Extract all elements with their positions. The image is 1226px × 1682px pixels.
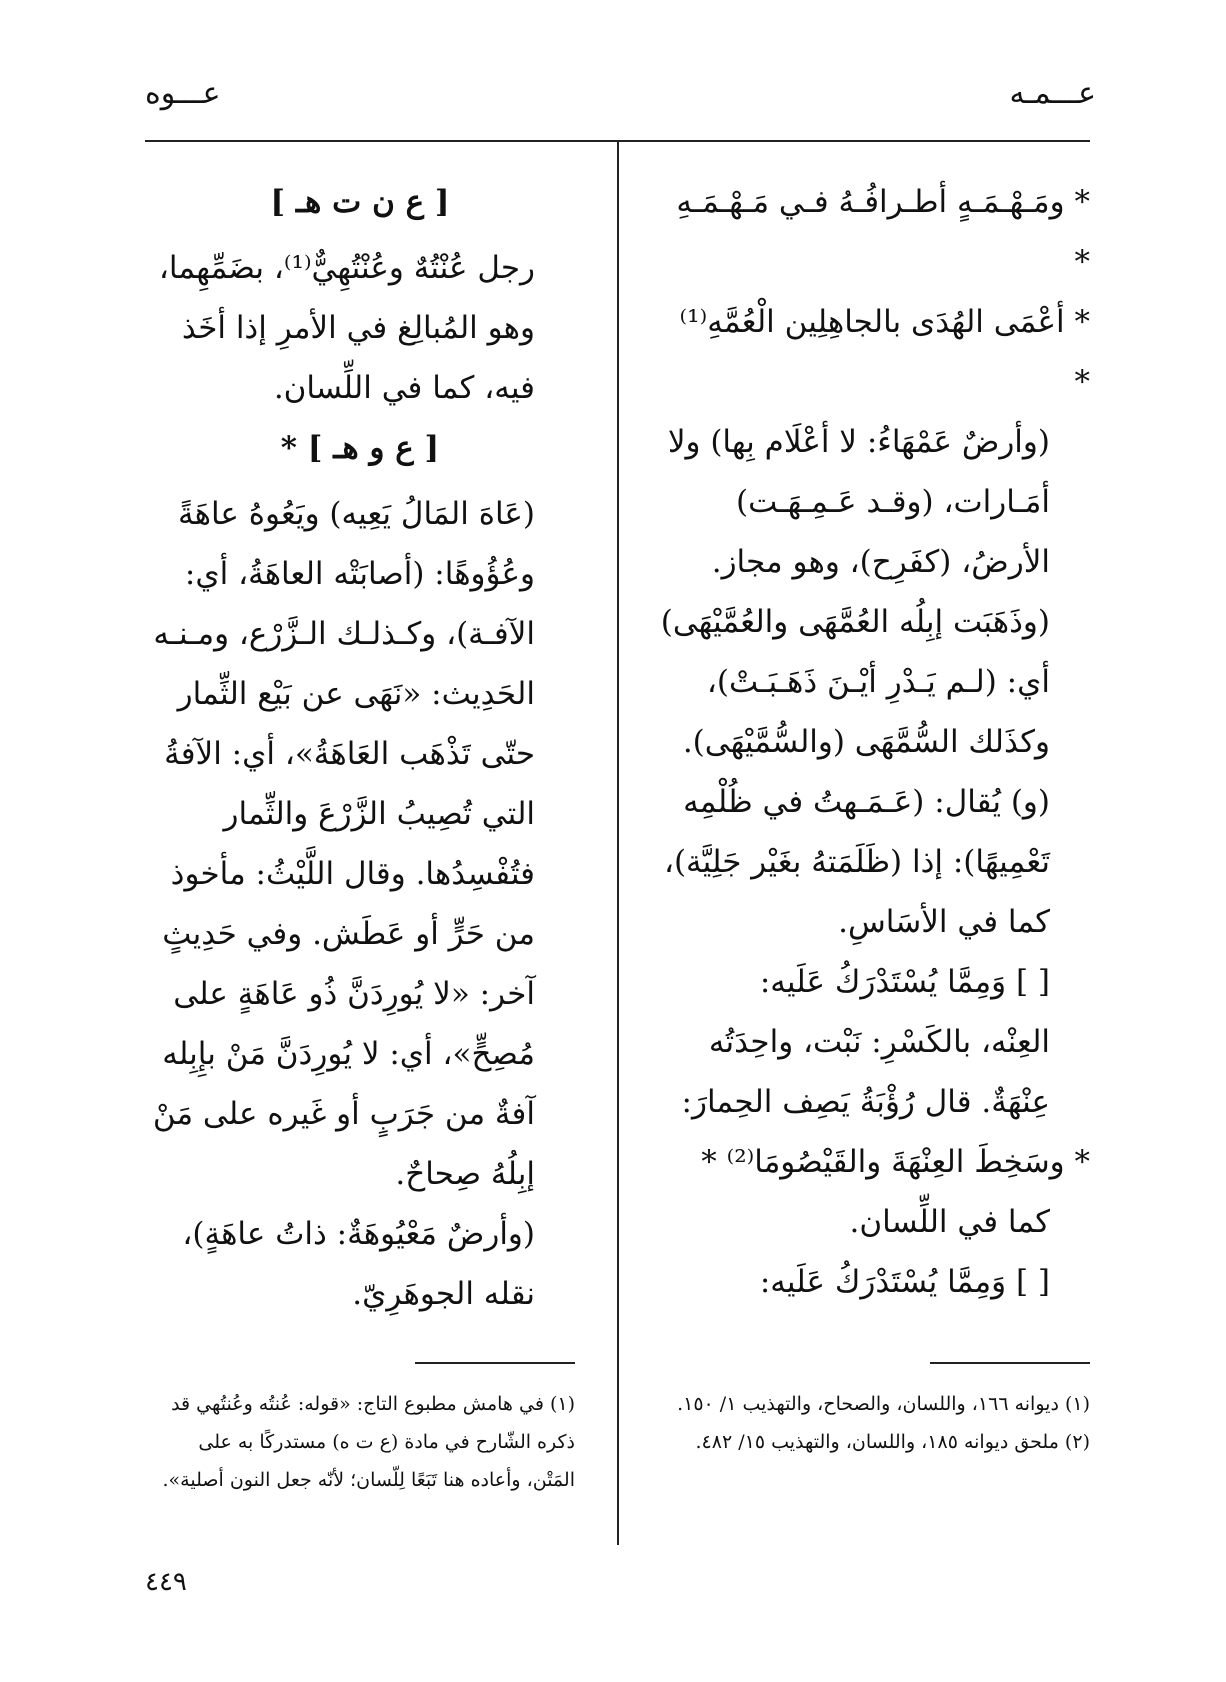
footnote: (١) ديوانه ١٦٦، واللسان، والصحاح، والتهذيب ١/ ١٥٠. xyxy=(677,1393,1090,1415)
footnote-rule-left xyxy=(415,1362,575,1364)
verse-line: * ومَـهْـمَـهٍ أطـرافُـهُ فـي مَـهْـمَـهِ * xyxy=(676,184,1090,280)
left-column xyxy=(145,172,575,1324)
right-column xyxy=(655,172,1090,1312)
entry-heading: [ ع و هـ ] * xyxy=(280,430,440,466)
entry-paragraph: رجل عُنْتُهٌ وعُنْتُهِيٌّ⁽¹⁾، بضَمِّهِما، وهو المُبالِغ في الأمرِ إذا أخَذ فيه، كما في اللِّسان. xyxy=(158,250,535,406)
footnote-rule-right xyxy=(930,1362,1090,1364)
verse-line: * وسَخِطَ العِنْهَةَ والقَيْصُومَا⁽²⁾ * xyxy=(701,1144,1090,1180)
entry-heading: [ ع ن ت هـ ] xyxy=(270,184,450,220)
entry-paragraph: العِنْه، بالكَسْرِ: نَبْت، واحِدَتُه عِنْهَةٌ. قال رُؤْبَةُ يَصِف الحِمارَ: xyxy=(681,1024,1050,1120)
footnote: (٢) ملحق ديوانه ١٨٥، واللسان، والتهذيب ١٥/ ٤٨٢. xyxy=(695,1431,1090,1453)
entry-paragraph: (عَاهَ المَالُ يَعِيه) ويَعُوهُ عاهَةً وعُؤُوهًا: (أصابَتْه العاهَةُ، أي: الآفـة)، وكـذلـك الـزَّرْع، ومـنـه الحَدِيث: «نَهَى عن بَيْع الثِّمار حتّى تَذْهَب العَاهَةُ»، أي: الآفةُ التي تُصِيبُ الزَّرْعَ والثِّمار فتُفْسِدُها. وقال اللَّيْثُ: مأخوذ من حَرٍّ أو عَطَش. وفي حَدِيثٍ آخر: «لا يُورِدَنَّ ذُو عَاهَةٍ على مُصِحٍّ»، أي: لا يُورِدَنَّ مَنْ بإِبِله آفةٌ من جَرَبٍ أو غَيره على مَنْ إبِلُهُ صِحاحٌ. xyxy=(152,496,535,1192)
entry-paragraph: (وأرضٌ مَعْيُوهَةٌ: ذاتُ عاهَةٍ)، نقله الجوهَرِيّ. xyxy=(182,1216,535,1312)
entry-paragraph: كما في اللِّسان. xyxy=(849,1204,1050,1240)
addendum-marker: [ ] وَمِمَّا يُسْتَدْرَكُ عَلَيه: xyxy=(759,1264,1050,1300)
verse-line: * أعْمَى الهُدَى بالجاهِلِين الْعُمَّهِ⁽¹⁾ * xyxy=(679,304,1090,400)
entry-paragraph: (و) يُقال: (عَـمَـهتُ في ظُلْمِه تَعْمِيهًا): إذا (ظَلَمَتهُ بغَيْر جَلِيَّة)، كما في الأسَاسِ. xyxy=(663,784,1050,940)
footnotes-left xyxy=(145,1385,575,1499)
running-head-left: عـــوه xyxy=(145,76,221,111)
column-separator xyxy=(617,142,619,1545)
entry-paragraph: (وأرضٌ عَمْهَاءُ: لا أعْلَام بِها) ولا أمَـارات، (وقـد عَـمِـهَـت) الأرضُ، (كفَرِح)، وهو مجاز. xyxy=(667,424,1050,580)
page-number: ٤٤٩ xyxy=(145,1567,187,1597)
running-head-right: عـــمـه xyxy=(1009,76,1096,111)
addendum-marker: [ ] وَمِمَّا يُسْتَدْرَكُ عَلَيه: xyxy=(759,964,1050,1000)
footnote: (١) في هامش مطبوع التاج: «قوله: عُنتُه وعُنتُهي قد ذكره الشّارح في مادة (ع ت ه) مستدركًا به على المَتْن، وأعاده هنا تَبَعًا لِلّسان؛ لأنّه جعل النون أصلية». xyxy=(162,1393,575,1491)
entry-paragraph: (وذَهَبَت إبِلُه العُمَّهَى والعُمَّيْهَى) أي: (لـم يَـدْرِ أيْـنَ ذَهَـبَـتْ)، وكذَلك السُّمَّهَى (والسُّمَّيْهَى). xyxy=(660,604,1050,760)
footnotes-right xyxy=(655,1385,1090,1461)
